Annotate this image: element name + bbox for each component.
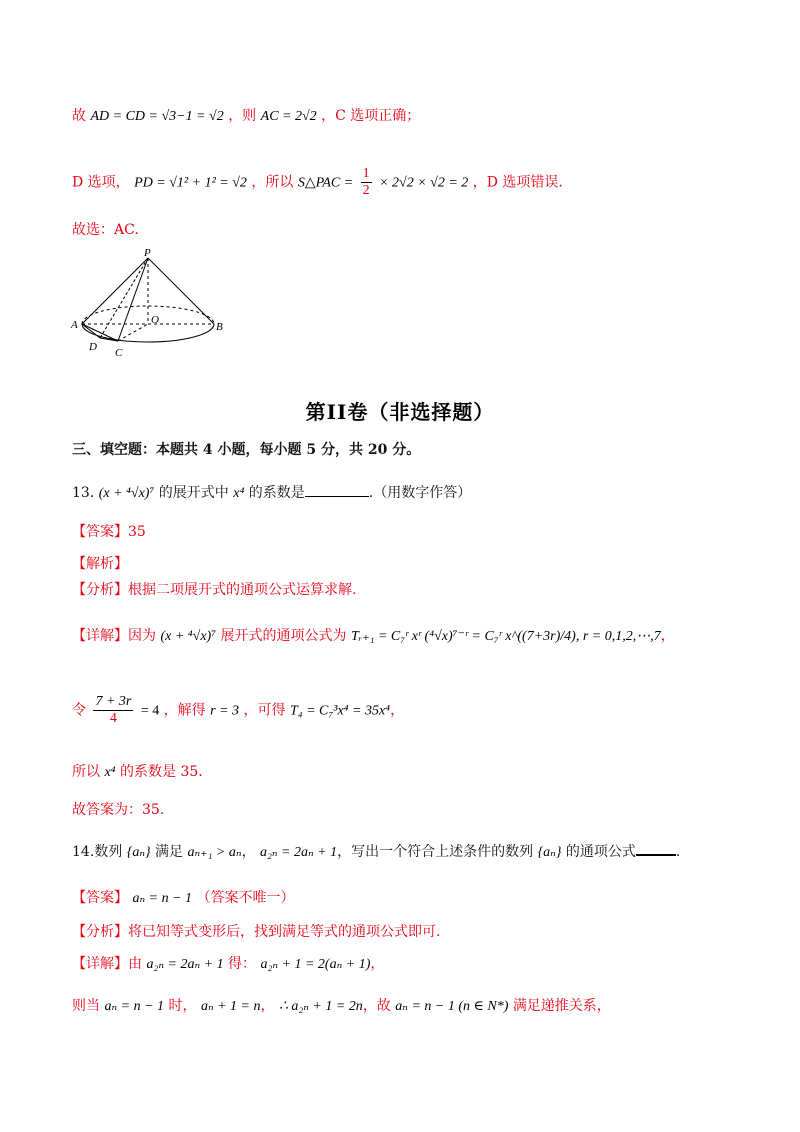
text: ，解得	[163, 702, 206, 719]
label-C: C	[115, 347, 123, 359]
q14-stem	[72, 840, 728, 863]
math-expr: AD = CD = √3−1 = √2	[90, 109, 224, 124]
answer-note: （答案不唯一）	[196, 890, 295, 906]
text: ，	[370, 956, 385, 972]
answer-value: 35	[128, 524, 146, 540]
cone-figure	[70, 246, 240, 364]
edge-PC	[118, 258, 148, 341]
text: 数列	[94, 844, 123, 860]
text: 由	[128, 956, 142, 972]
math-expr: ∴ a₂ₙ + 1 = 2n	[278, 999, 363, 1014]
text: ，	[241, 844, 256, 860]
edge-PA	[82, 258, 148, 324]
math-expr: S△PAC =	[297, 175, 354, 191]
segment-CO	[118, 324, 148, 341]
text: ，可得	[243, 702, 286, 719]
text: .（用数字作答）	[368, 485, 472, 501]
text: ，	[660, 628, 675, 644]
math-expr: aₙ = n − 1	[132, 891, 193, 906]
math-expr: x⁴	[233, 486, 245, 501]
math-expr: = 4	[140, 703, 160, 719]
numerator: 7 + 3r	[95, 694, 132, 709]
math-expr: (x + ⁴√x)⁷	[98, 486, 155, 501]
numerator: 1	[362, 166, 370, 181]
text: 的系数是 35.	[120, 764, 203, 780]
text: 满足	[155, 844, 184, 860]
text: 的展开式中	[158, 485, 229, 501]
label-A: A	[71, 319, 78, 331]
math-expr: {aₙ}	[126, 845, 151, 860]
question-number: 13.	[72, 485, 95, 501]
math-expr: r = 3	[210, 703, 240, 719]
math-expr: x⁴	[104, 765, 116, 780]
answer-blank[interactable]	[305, 482, 369, 497]
math-expr: T₄ = C₇³x⁴ = 35x⁴	[289, 703, 391, 719]
fenxi-text: 根据二项展开式的通项公式运算求解.	[128, 582, 357, 598]
text: 展开式的通项公式为	[220, 628, 347, 644]
q13-detail-2	[72, 694, 728, 727]
fenxi-label: 【分析】	[72, 924, 128, 940]
label-P: P	[144, 247, 151, 259]
question-number: 14.	[72, 844, 95, 860]
detail-label: 【详解】	[72, 956, 128, 972]
q14-detail-1	[72, 954, 728, 975]
line-3: 故选：AC.	[72, 222, 139, 238]
fenxi-label: 【分析】	[72, 582, 128, 598]
math-expr: (x + ⁴√x)⁷	[160, 629, 217, 644]
fraction	[361, 166, 372, 199]
q13-analysis-label: 【解析】	[72, 556, 128, 572]
q14-detail-2	[72, 996, 728, 1017]
q14-answer	[72, 888, 728, 909]
math-expr: Tᵣ₊₁ = C₇ʳ xʳ (⁴√x)⁷⁻ʳ = C₇ʳ x^((7+3r)/4), r = 0,1,2,⋯,7	[350, 629, 661, 644]
text: D 选项，	[72, 174, 130, 191]
q13-detail-1	[72, 626, 728, 647]
text: 因为	[128, 628, 156, 644]
q13-answer	[72, 522, 728, 542]
math-expr: aₙ = n − 1	[104, 999, 165, 1014]
math-expr: AC = 2√2	[260, 109, 317, 124]
section-title: 第II卷（非选择题）	[305, 400, 495, 424]
text: 故	[72, 108, 86, 124]
text: ，则	[228, 108, 257, 124]
math-expr: aₙ₊₁ > aₙ	[187, 845, 242, 860]
line-2	[72, 166, 728, 199]
text: 得：	[228, 956, 257, 972]
text: 的通项公式	[565, 844, 636, 860]
answer-label: 【答案】	[72, 524, 128, 540]
part3-heading: 三、填空题：本题共 4 小题，每小题 5 分，共 20 分。	[72, 442, 421, 458]
math-expr: {aₙ}	[537, 845, 562, 860]
answer-blank[interactable]	[636, 840, 676, 856]
text: 令	[72, 702, 86, 719]
text: ，故	[362, 998, 391, 1014]
math-expr: a₂ₙ + 1 = 2(aₙ + 1)	[260, 957, 371, 972]
text: ，C 选项正确；	[321, 108, 421, 124]
math-expr: a₂ₙ = 2aₙ + 1	[146, 957, 224, 972]
q13-final: 故答案为：35.	[72, 802, 165, 818]
edge-PD	[100, 258, 148, 338]
text: ，	[390, 702, 405, 719]
line-1	[72, 106, 728, 127]
fraction	[93, 694, 133, 727]
text: ，所以	[251, 174, 294, 191]
math-expr: a₂ₙ = 2aₙ + 1	[260, 845, 338, 860]
math-expr: PD = √1² + 1² = √2	[134, 175, 247, 191]
detail-label: 【详解】	[72, 628, 128, 644]
denominator: 2	[362, 183, 370, 198]
text: .	[675, 844, 681, 860]
text: ，	[260, 998, 275, 1014]
q13-conclusion	[72, 762, 728, 783]
text: 的系数是	[248, 485, 305, 501]
label-B: B	[216, 321, 223, 333]
text: 满足递推关系，	[512, 998, 611, 1014]
label-D: D	[89, 341, 97, 353]
fenxi-text: 将已知等式变形后，找到满足等式的通项公式即可.	[128, 924, 441, 940]
q14-fenxi	[72, 922, 728, 942]
text: 则当	[72, 998, 100, 1014]
text: 所以	[72, 764, 100, 780]
math-expr: × 2√2 × √2 = 2	[379, 175, 469, 191]
label-O: O	[151, 314, 159, 326]
text: ，写出一个符合上述条件的数列	[337, 844, 534, 860]
text: 时，	[168, 998, 197, 1014]
text: ，D 选项错误.	[472, 174, 563, 191]
answer-label: 【答案】	[72, 890, 128, 906]
denominator: 4	[109, 711, 117, 726]
math-expr: aₙ = n − 1 (n ∈ N*)	[395, 999, 509, 1014]
q13-fenxi	[72, 580, 728, 600]
math-expr: aₙ + 1 = n	[200, 999, 261, 1014]
q13-stem	[72, 482, 728, 504]
